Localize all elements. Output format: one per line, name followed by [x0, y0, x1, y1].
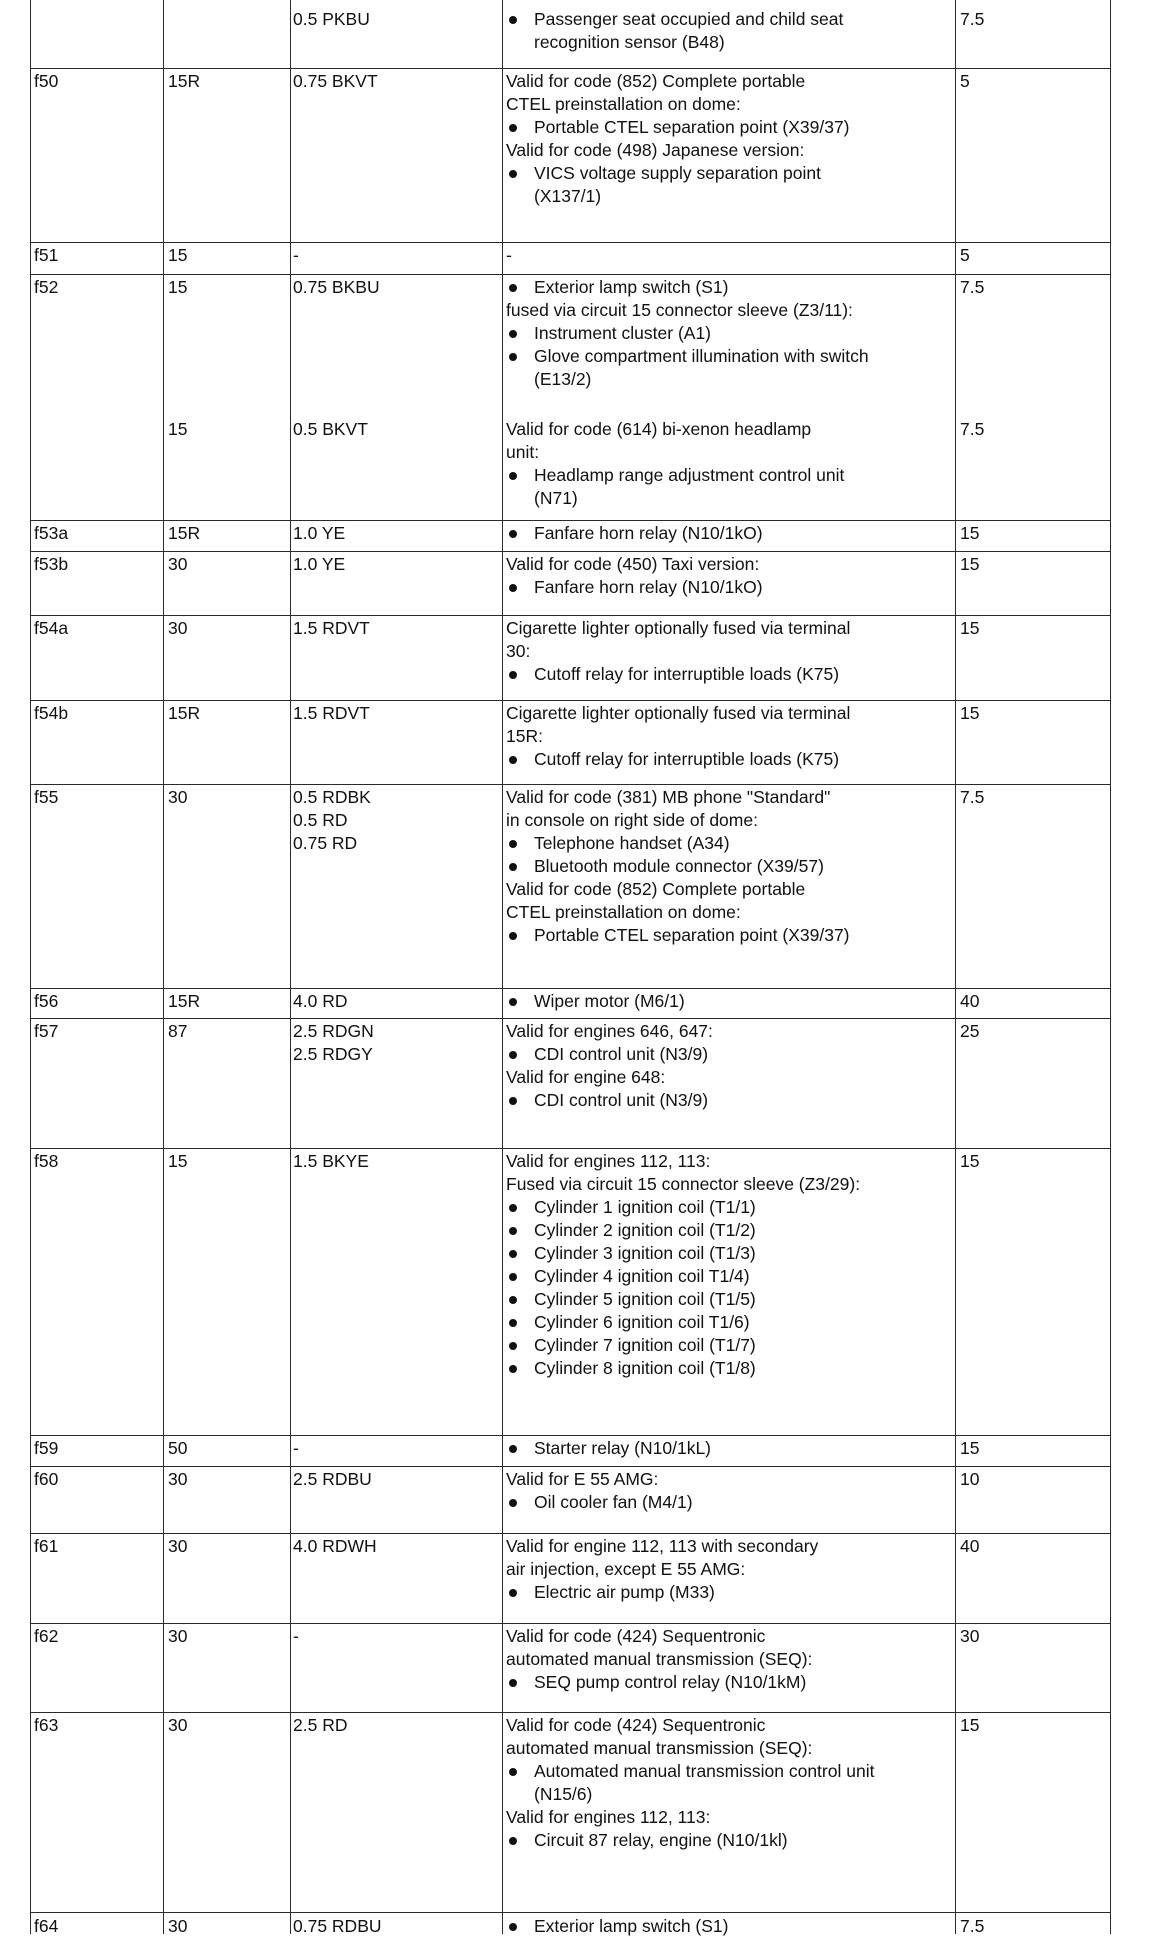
bullet-item: Cylinder 8 ignition coil (T1/8) [506, 1357, 860, 1380]
description-line: Valid for code (852) Complete portable [506, 71, 806, 91]
circuit-terminal: 15R [168, 71, 201, 91]
fuse-rating-amps: 30 [960, 1626, 980, 1646]
description-line: (E13/2) [534, 369, 592, 389]
circuit-terminal: 30 [168, 1916, 188, 1936]
wire-spec-cell [293, 70, 378, 93]
wire-spec: 0.5 RDBK [293, 787, 371, 807]
wire-spec: 1.0 YE [293, 523, 346, 543]
bullet-item: Portable CTEL separation point (X39/37) [506, 116, 850, 139]
bullet-item: Circuit 87 relay, engine (N10/1kl) [506, 1829, 874, 1852]
bullet-item: Electric air pump (M33) [506, 1581, 818, 1604]
description-line: Valid for code (450) Taxi version: [506, 554, 760, 574]
bullet-item: Cutoff relay for interruptible loads (K75) [506, 663, 850, 686]
consumer-description [506, 1714, 874, 1852]
column-divider [502, 0, 503, 1934]
fuse-rating-amps: 7.5 [960, 1916, 985, 1936]
fuse-rating-amps: 7.5 [960, 419, 985, 439]
circuit-terminal: 30 [168, 618, 188, 638]
description-line: 30: [506, 641, 531, 661]
wire-spec-cell [293, 1915, 382, 1938]
fuse-number: f64 [34, 1916, 59, 1936]
fuse-number: f58 [34, 1151, 59, 1171]
row-divider [30, 1466, 1110, 1467]
row-divider [30, 274, 1110, 275]
row-divider [30, 1712, 1110, 1713]
description-line: 15R: [506, 726, 543, 746]
bullet-item: Passenger seat occupied and child seat [506, 8, 843, 31]
fuse-number: f52 [34, 277, 59, 297]
bullet-item: Glove compartment illumination with switch [506, 345, 869, 368]
row-divider [30, 242, 1110, 243]
consumer-description [506, 8, 843, 54]
consumer-description [506, 70, 850, 208]
fuse-rating-amps: 5 [960, 71, 970, 91]
bullet-item: Cylinder 1 ignition coil (T1/1) [506, 1196, 860, 1219]
description-line: recognition sensor (B48) [534, 32, 725, 52]
consumer-description [506, 418, 844, 510]
description-line: (N71) [534, 488, 578, 508]
circuit-terminal: 15R [168, 991, 201, 1011]
wire-spec: 2.5 RDBU [293, 1469, 372, 1489]
wire-spec-cell [293, 786, 371, 855]
row-divider [30, 68, 1110, 69]
wire-spec: 0.5 BKVT [293, 419, 368, 439]
consumer-description [506, 1625, 812, 1694]
circuit-terminal: 15 [168, 245, 188, 265]
circuit-terminal: 15 [168, 277, 188, 297]
fuse-number: f57 [34, 1021, 59, 1041]
circuit-terminal: 50 [168, 1438, 188, 1458]
circuit-terminal: 15R [168, 523, 201, 543]
wire-spec-cell [293, 8, 370, 31]
consumer-description [506, 522, 763, 545]
fuse-rating-amps: 15 [960, 1151, 980, 1171]
description-line: unit: [506, 442, 540, 462]
description-line: automated manual transmission (SEQ): [506, 1649, 813, 1669]
description-line: air injection, except E 55 AMG: [506, 1559, 746, 1579]
fuse-number: f63 [34, 1715, 59, 1735]
fuse-rating-amps: 15 [960, 554, 980, 574]
consumer-description [506, 553, 763, 599]
bullet-item: Cylinder 5 ignition coil (T1/5) [506, 1288, 860, 1311]
wire-spec: 0.5 PKBU [293, 9, 370, 29]
wire-spec-cell [293, 522, 345, 545]
fuse-number: f60 [34, 1469, 59, 1489]
wire-spec-cell [293, 702, 370, 725]
bullet-item: CDI control unit (N3/9) [506, 1043, 713, 1066]
wire-spec: 2.5 RD [293, 1715, 348, 1735]
description-line: Valid for engines 646, 647: [506, 1021, 713, 1041]
wire-spec: 2.5 RDGY [293, 1044, 373, 1064]
circuit-terminal: 30 [168, 1626, 188, 1646]
circuit-terminal: 15 [168, 419, 188, 439]
description-line: Cigarette lighter optionally fused via terminal [506, 618, 851, 638]
wire-spec-cell [293, 276, 380, 299]
consumer-description [506, 276, 869, 391]
fuse-number: f50 [34, 71, 59, 91]
description-line: Valid for code (614) bi-xenon headlamp [506, 419, 812, 439]
wire-spec-cell [293, 553, 345, 576]
fuse-number: f51 [34, 245, 59, 265]
wire-spec-cell [293, 1437, 299, 1460]
fuse-rating-amps: 7.5 [960, 277, 985, 297]
fuse-number: f53b [34, 554, 69, 574]
description-line: (N15/6) [534, 1784, 593, 1804]
bullet-item: Oil cooler fan (M4/1) [506, 1491, 693, 1514]
circuit-terminal: 87 [168, 1021, 188, 1041]
bullet-item: Cylinder 4 ignition coil T1/4) [506, 1265, 860, 1288]
row-divider [30, 1623, 1110, 1624]
column-divider [30, 0, 31, 1934]
bullet-item: CDI control unit (N3/9) [506, 1089, 713, 1112]
circuit-terminal: 30 [168, 554, 188, 574]
description-line: (X137/1) [534, 186, 602, 206]
consumer-description [506, 1915, 729, 1938]
consumer-description [506, 1468, 693, 1514]
row-divider [30, 520, 1110, 521]
row-divider [30, 1148, 1110, 1149]
row-divider [30, 615, 1110, 616]
row-divider [30, 1018, 1110, 1019]
wire-spec-cell [293, 418, 368, 441]
consumer-description [506, 1150, 860, 1380]
fuse-number: f54a [34, 618, 69, 638]
wire-spec-cell [293, 1150, 369, 1173]
description-line: in console on right side of dome: [506, 810, 758, 830]
wire-spec-cell [293, 1020, 374, 1066]
description-line: CTEL preinstallation on dome: [506, 94, 741, 114]
fuse-rating-amps: 15 [960, 703, 980, 723]
wire-spec: 4.0 RD [293, 991, 348, 1011]
bullet-item: SEQ pump control relay (N10/1kM) [506, 1671, 812, 1694]
bullet-item: Bluetooth module connector (X39/57) [506, 855, 850, 878]
wire-spec: 0.75 RD [293, 833, 358, 853]
fuse-rating-amps: 40 [960, 1536, 980, 1556]
consumer-description [506, 617, 850, 686]
circuit-terminal: 30 [168, 1715, 188, 1735]
consumer-description [506, 990, 685, 1013]
row-divider [30, 784, 1110, 785]
description-line: Valid for code (424) Sequentronic [506, 1715, 766, 1735]
bullet-item: VICS voltage supply separation point [506, 162, 850, 185]
bullet-item: Fanfare horn relay (N10/1kO) [506, 576, 763, 599]
fuse-rating-amps: 7.5 [960, 9, 985, 29]
bullet-item: Cylinder 6 ignition coil T1/6) [506, 1311, 860, 1334]
description-line: automated manual transmission (SEQ): [506, 1738, 813, 1758]
row-divider [30, 700, 1110, 701]
consumer-description [506, 702, 850, 771]
column-divider [955, 0, 956, 1934]
wire-spec: 0.75 BKBU [293, 277, 380, 297]
wire-spec: 0.75 BKVT [293, 71, 378, 91]
consumer-description [506, 786, 850, 947]
circuit-terminal: 30 [168, 787, 188, 807]
column-divider [1110, 0, 1111, 1934]
description-line: Valid for engines 112, 113: [506, 1807, 711, 1827]
wire-spec-cell [293, 244, 299, 267]
column-divider [290, 0, 291, 1934]
description-line: Valid for code (424) Sequentronic [506, 1626, 766, 1646]
wire-spec-cell [293, 990, 347, 1013]
wire-spec: 0.75 RDBU [293, 1916, 382, 1936]
wire-spec: - [293, 245, 299, 265]
wire-spec-cell [293, 617, 370, 640]
row-divider [30, 551, 1110, 552]
fuse-rating-amps: 15 [960, 1715, 980, 1735]
bullet-item: Instrument cluster (A1) [506, 322, 869, 345]
description-line: - [506, 245, 512, 265]
bullet-item: Fanfare horn relay (N10/1kO) [506, 522, 763, 545]
wire-spec: 1.5 BKYE [293, 1151, 369, 1171]
description-line: Valid for E 55 AMG: [506, 1469, 659, 1489]
wire-spec: 2.5 RDGN [293, 1021, 374, 1041]
fuse-rating-amps: 25 [960, 1021, 980, 1041]
row-divider [30, 1435, 1110, 1436]
description-line: Fused via circuit 15 connector sleeve (Z3/29): [506, 1174, 861, 1194]
row-divider [30, 988, 1110, 989]
description-line: Valid for code (852) Complete portable [506, 879, 806, 899]
fuse-rating-amps: 40 [960, 991, 980, 1011]
wire-spec-cell [293, 1714, 347, 1737]
wire-spec: - [293, 1438, 299, 1458]
wire-spec: 0.5 RD [293, 810, 348, 830]
description-line: Valid for engine 112, 113 with secondary [506, 1536, 819, 1556]
wire-spec: 1.5 RDVT [293, 618, 370, 638]
bullet-item: Cylinder 7 ignition coil (T1/7) [506, 1334, 860, 1357]
wire-spec-cell [293, 1535, 377, 1558]
circuit-terminal: 15R [168, 703, 201, 723]
description-line: Cigarette lighter optionally fused via terminal [506, 703, 851, 723]
column-divider [163, 0, 164, 1934]
bullet-item: Headlamp range adjustment control unit [506, 464, 844, 487]
bullet-item: Automated manual transmission control unit [506, 1760, 874, 1783]
description-line: Valid for code (498) Japanese version: [506, 140, 805, 160]
consumer-description [506, 244, 512, 267]
circuit-terminal: 30 [168, 1469, 188, 1489]
description-line: Valid for code (381) MB phone "Standard" [506, 787, 831, 807]
bullet-item: Cutoff relay for interruptible loads (K75) [506, 748, 850, 771]
fuse-rating-amps: 7.5 [960, 787, 985, 807]
circuit-terminal: 30 [168, 1536, 188, 1556]
fuse-number: f53a [34, 523, 69, 543]
fuse-number: f54b [34, 703, 69, 723]
description-line: fused via circuit 15 connector sleeve (Z3/11): [506, 300, 853, 320]
description-line: Valid for engines 112, 113: [506, 1151, 711, 1171]
bullet-item: Exterior lamp switch (S1) [506, 276, 869, 299]
fuse-number: f56 [34, 991, 59, 1011]
bullet-item: Starter relay (N10/1kL) [506, 1437, 711, 1460]
row-divider [30, 1533, 1110, 1534]
bullet-item: Wiper motor (M6/1) [506, 990, 685, 1013]
consumer-description [506, 1020, 713, 1112]
fuse-rating-amps: 15 [960, 1438, 980, 1458]
wire-spec: 1.0 YE [293, 554, 346, 574]
wire-spec: 1.5 RDVT [293, 703, 370, 723]
bullet-item: Cylinder 2 ignition coil (T1/2) [506, 1219, 860, 1242]
row-divider [30, 1912, 1110, 1913]
description-line: CTEL preinstallation on dome: [506, 902, 741, 922]
description-line: Valid for engine 648: [506, 1067, 666, 1087]
consumer-description [506, 1535, 818, 1604]
fuse-number: f61 [34, 1536, 59, 1556]
fuse-rating-amps: 15 [960, 523, 980, 543]
bullet-item: Portable CTEL separation point (X39/37) [506, 924, 850, 947]
fuse-number: f59 [34, 1438, 59, 1458]
fuse-rating-amps: 15 [960, 618, 980, 638]
fuse-rating-amps: 5 [960, 245, 970, 265]
consumer-description [506, 1437, 711, 1460]
bullet-item: Telephone handset (A34) [506, 832, 850, 855]
fuse-number: f62 [34, 1626, 59, 1646]
circuit-terminal: 15 [168, 1151, 188, 1171]
bullet-item: Cylinder 3 ignition coil (T1/3) [506, 1242, 860, 1265]
fuse-rating-amps: 10 [960, 1469, 980, 1489]
wire-spec-cell [293, 1625, 299, 1648]
bullet-item: Exterior lamp switch (S1) [506, 1915, 729, 1938]
wire-spec: - [293, 1626, 299, 1646]
wire-spec-cell [293, 1468, 372, 1491]
wire-spec: 4.0 RDWH [293, 1536, 377, 1556]
fuse-number: f55 [34, 787, 59, 807]
